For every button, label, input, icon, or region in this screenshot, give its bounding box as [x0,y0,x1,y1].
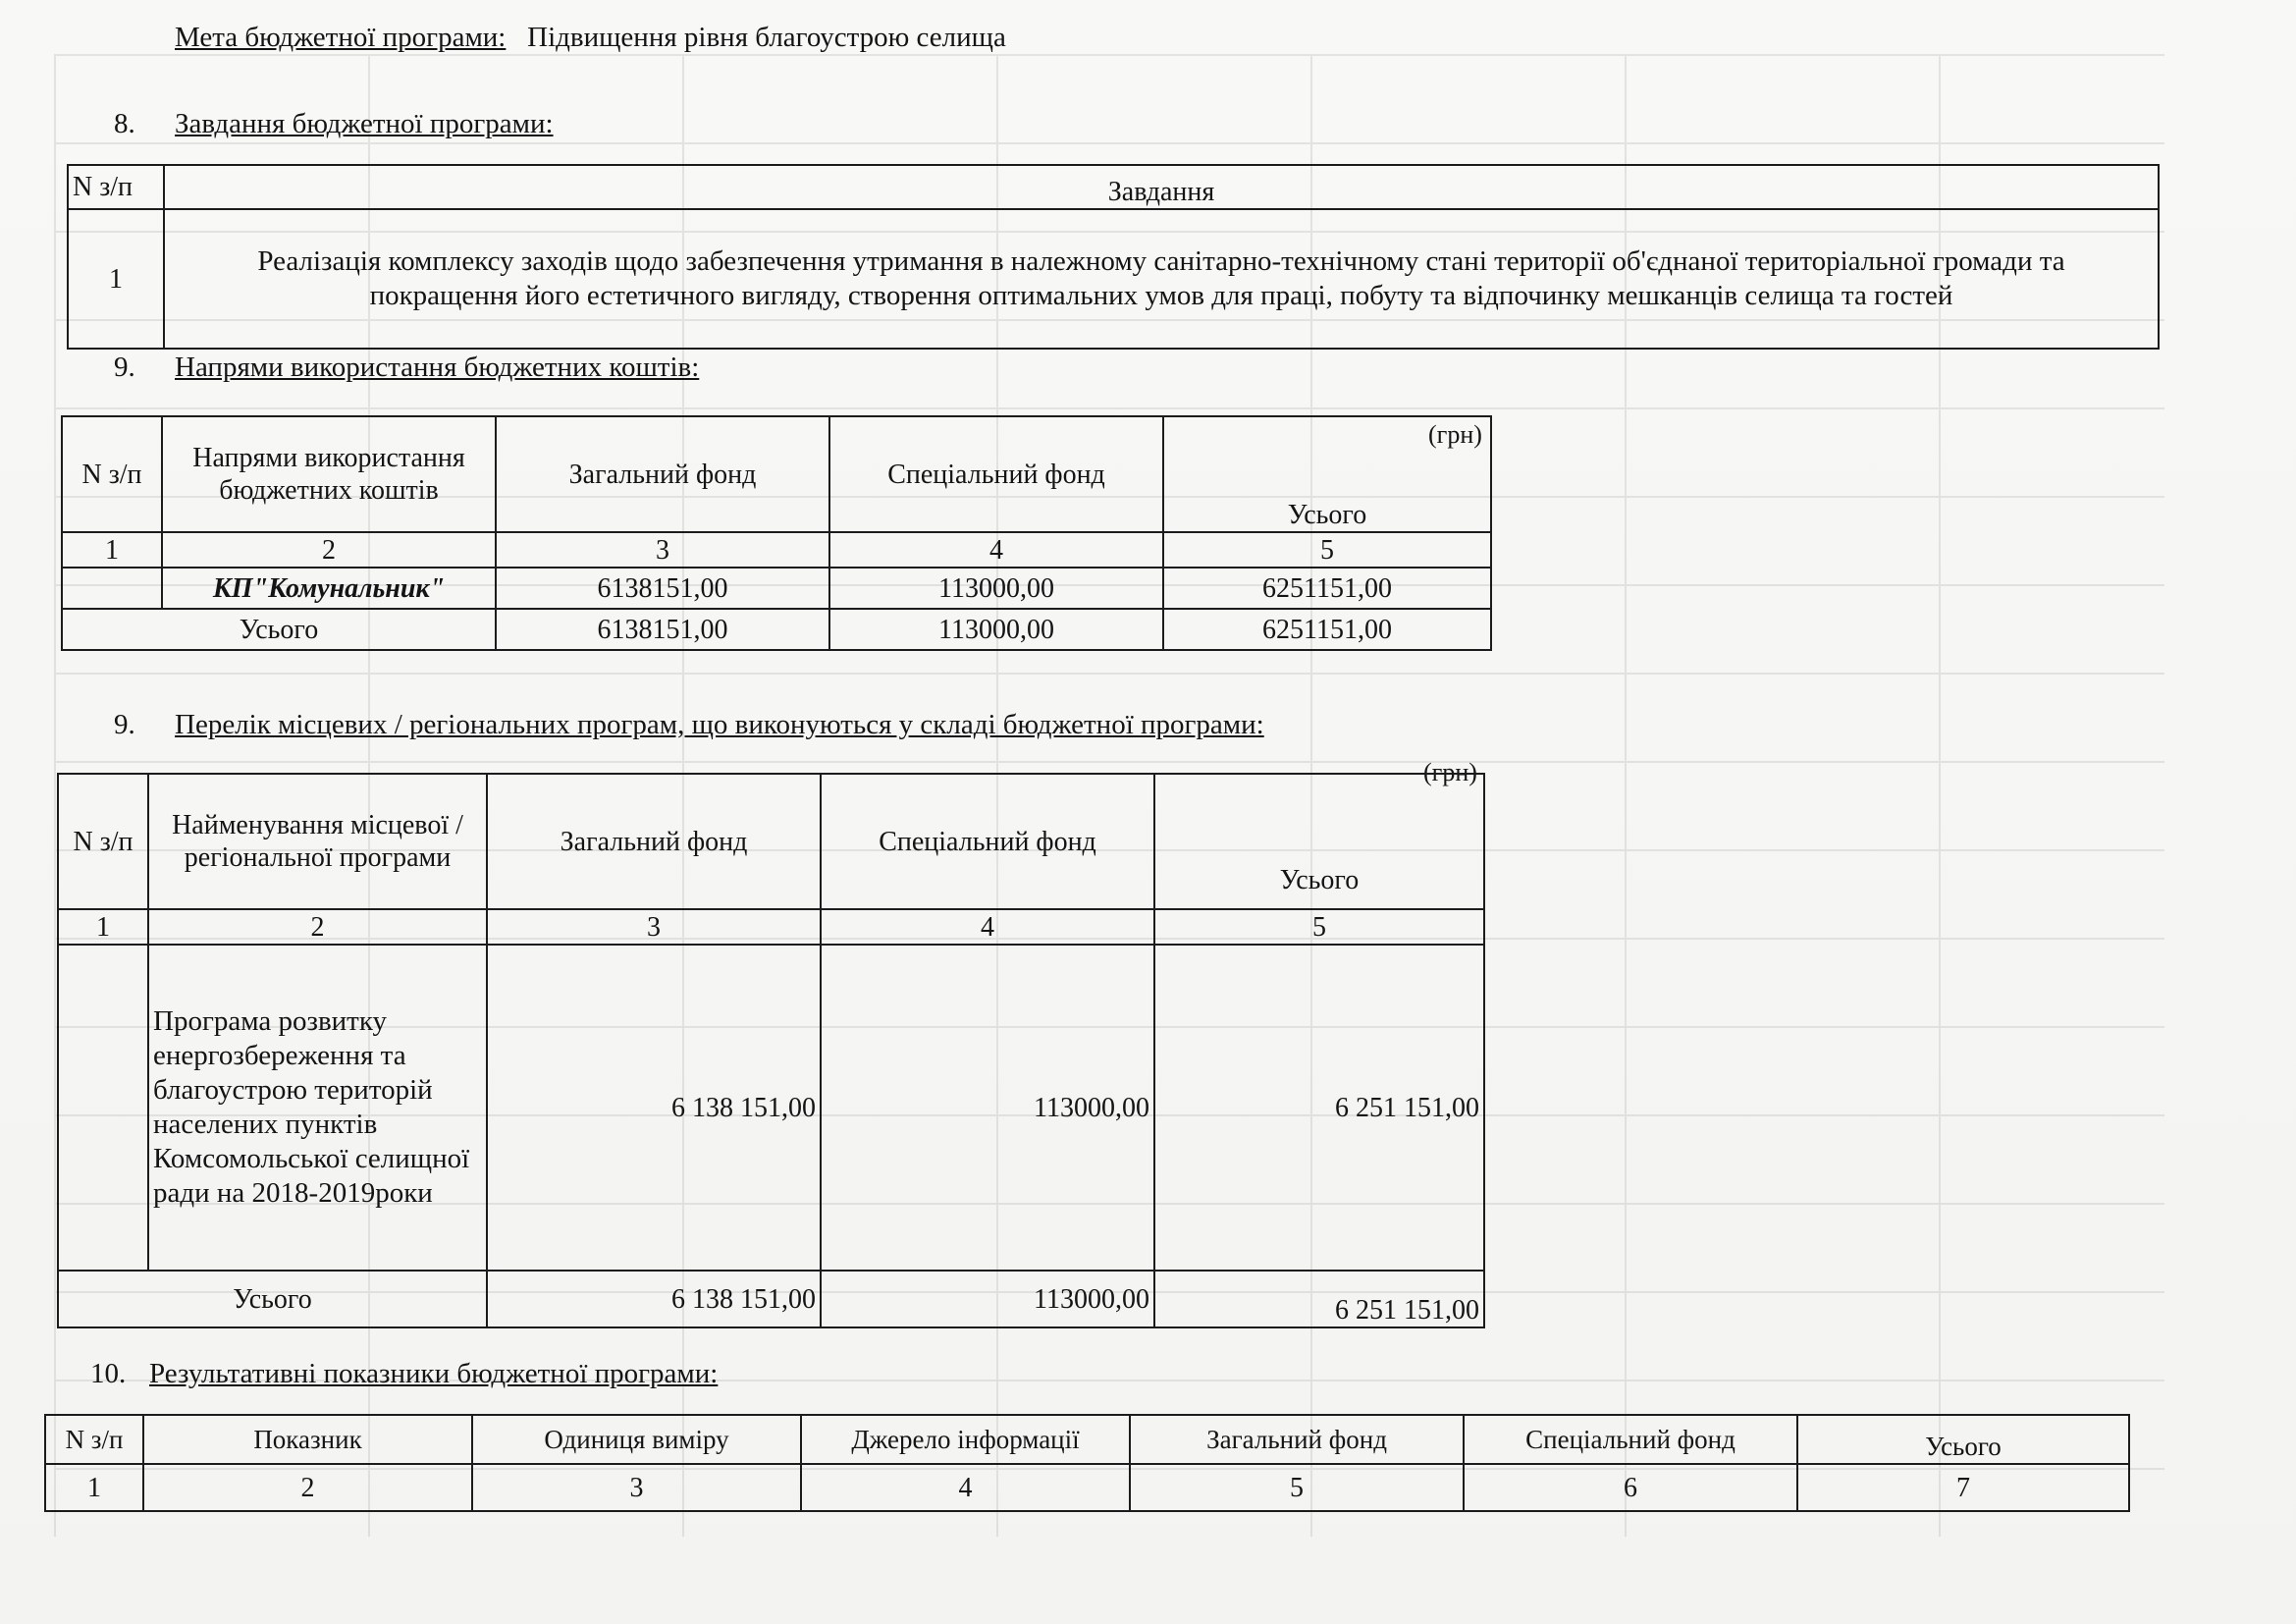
column-number: 1 [62,532,162,568]
program-name: Програма розвитку енергозбереження та благоустрою територій населених пунктів Комсомольської селищної ради на 2018-2019роки [148,945,487,1271]
section-9a-heading [114,352,699,384]
general-fund-cell: 6 138 151,00 [487,945,821,1271]
table-header-row [62,416,1491,532]
special-fund-cell: 113000,00 [829,609,1163,650]
header-cell: Спеціальний фонд [821,774,1154,909]
column-number: 5 [1130,1464,1464,1511]
section-title: Завдання бюджетної програми: [175,108,554,139]
table-header-row [58,774,1484,909]
indicators-table [44,1414,2130,1512]
currency-unit: (грн) [1428,420,1482,449]
column-number: 3 [487,909,821,945]
section-8-heading [114,108,554,140]
column-number: 1 [58,909,148,945]
special-fund-cell: 113000,00 [821,1271,1154,1327]
column-number: 1 [45,1464,143,1511]
table-row [58,945,1484,1271]
task-text: Реалізація комплексу заходів щодо забезпечення утримання в належному санітарно-технічному стані території об'єднаної територіальної громади та покращення його естетичного вигляду, створення оптимальних умов для праці, побуту та відпочинку мешканців селища та гостей [164,209,2159,349]
column-number-row [62,532,1491,568]
programs-table [57,773,1485,1328]
column-number-row [58,909,1484,945]
table-total-row [62,609,1491,650]
table-total-row [58,1271,1484,1327]
special-fund-cell: 113000,00 [821,945,1154,1271]
section-number: 8. [114,108,135,139]
column-number: 4 [801,1464,1130,1511]
table-header-row [45,1415,2129,1464]
column-number: 7 [1797,1464,2129,1511]
column-number: 2 [162,532,496,568]
header-cell: Спеціальний фонд [1464,1415,1797,1464]
column-number: 5 [1163,532,1491,568]
section-title: Перелік місцевих / регіональних програм, що виконуються у складі бюджетної програми: [175,709,1264,740]
section-9b-heading [114,709,1264,741]
header-cell: Напрями використання бюджетних коштів [162,416,496,532]
goal-label: Мета бюджетної програми: [175,22,507,53]
header-cell: Показник [143,1415,472,1464]
column-number: 4 [821,909,1154,945]
header-cell: Усього [1797,1415,2129,1464]
general-fund-cell: 6138151,00 [496,568,829,609]
section-10-heading [90,1358,718,1390]
column-number: 4 [829,532,1163,568]
total-cell: 6251151,00 [1163,568,1491,609]
header-cell: Усього [1163,416,1491,532]
header-cell: Джерело інформації [801,1415,1130,1464]
section-title: Результативні показники бюджетної програми: [149,1358,719,1389]
header-cell: Спеціальний фонд [829,416,1163,532]
section-number: 10. [90,1358,127,1389]
special-fund-cell: 113000,00 [829,568,1163,609]
general-fund-cell: 6138151,00 [496,609,829,650]
header-cell: Загальний фонд [1130,1415,1464,1464]
column-number: 2 [148,909,487,945]
header-cell: N з/п [62,416,162,532]
section-title: Напрями використання бюджетних коштів: [175,352,700,383]
table-row [62,568,1491,609]
header-cell: Загальний фонд [487,774,821,909]
total-cell: 6 251 151,00 [1154,1271,1484,1327]
header-cell: N з/п [45,1415,143,1464]
goal-text: Підвищення рівня благоустрою селища [527,22,1006,53]
header-cell: Загальний фонд [496,416,829,532]
column-number-row [45,1464,2129,1511]
header-cell: N з/п [58,774,148,909]
column-number: 3 [496,532,829,568]
total-cell: 6251151,00 [1163,609,1491,650]
header-cell: N з/п [68,165,164,209]
header-cell: Завдання [164,165,2159,209]
total-label: Усього [58,1271,487,1327]
general-fund-cell: 6 138 151,00 [487,1271,821,1327]
row-name: КП"Комунальник" [162,568,496,609]
table-row [68,209,2159,349]
currency-unit: (грн) [1423,758,1477,786]
header-cell: Найменування місцевої / регіональної програми [148,774,487,909]
section-number: 9. [114,709,135,740]
goal-line [175,22,1006,54]
total-label: Усього [62,609,496,650]
header-cell: Усього [1154,774,1484,909]
column-number: 3 [472,1464,801,1511]
table-header-row [68,165,2159,209]
section-number: 9. [114,352,135,383]
tasks-table [67,164,2160,350]
column-number: 2 [143,1464,472,1511]
header-cell: Одиниця виміру [472,1415,801,1464]
column-number: 6 [1464,1464,1797,1511]
directions-table [61,415,1492,651]
column-number: 5 [1154,909,1484,945]
total-cell: 6 251 151,00 [1154,945,1484,1271]
row-number: 1 [68,209,164,349]
